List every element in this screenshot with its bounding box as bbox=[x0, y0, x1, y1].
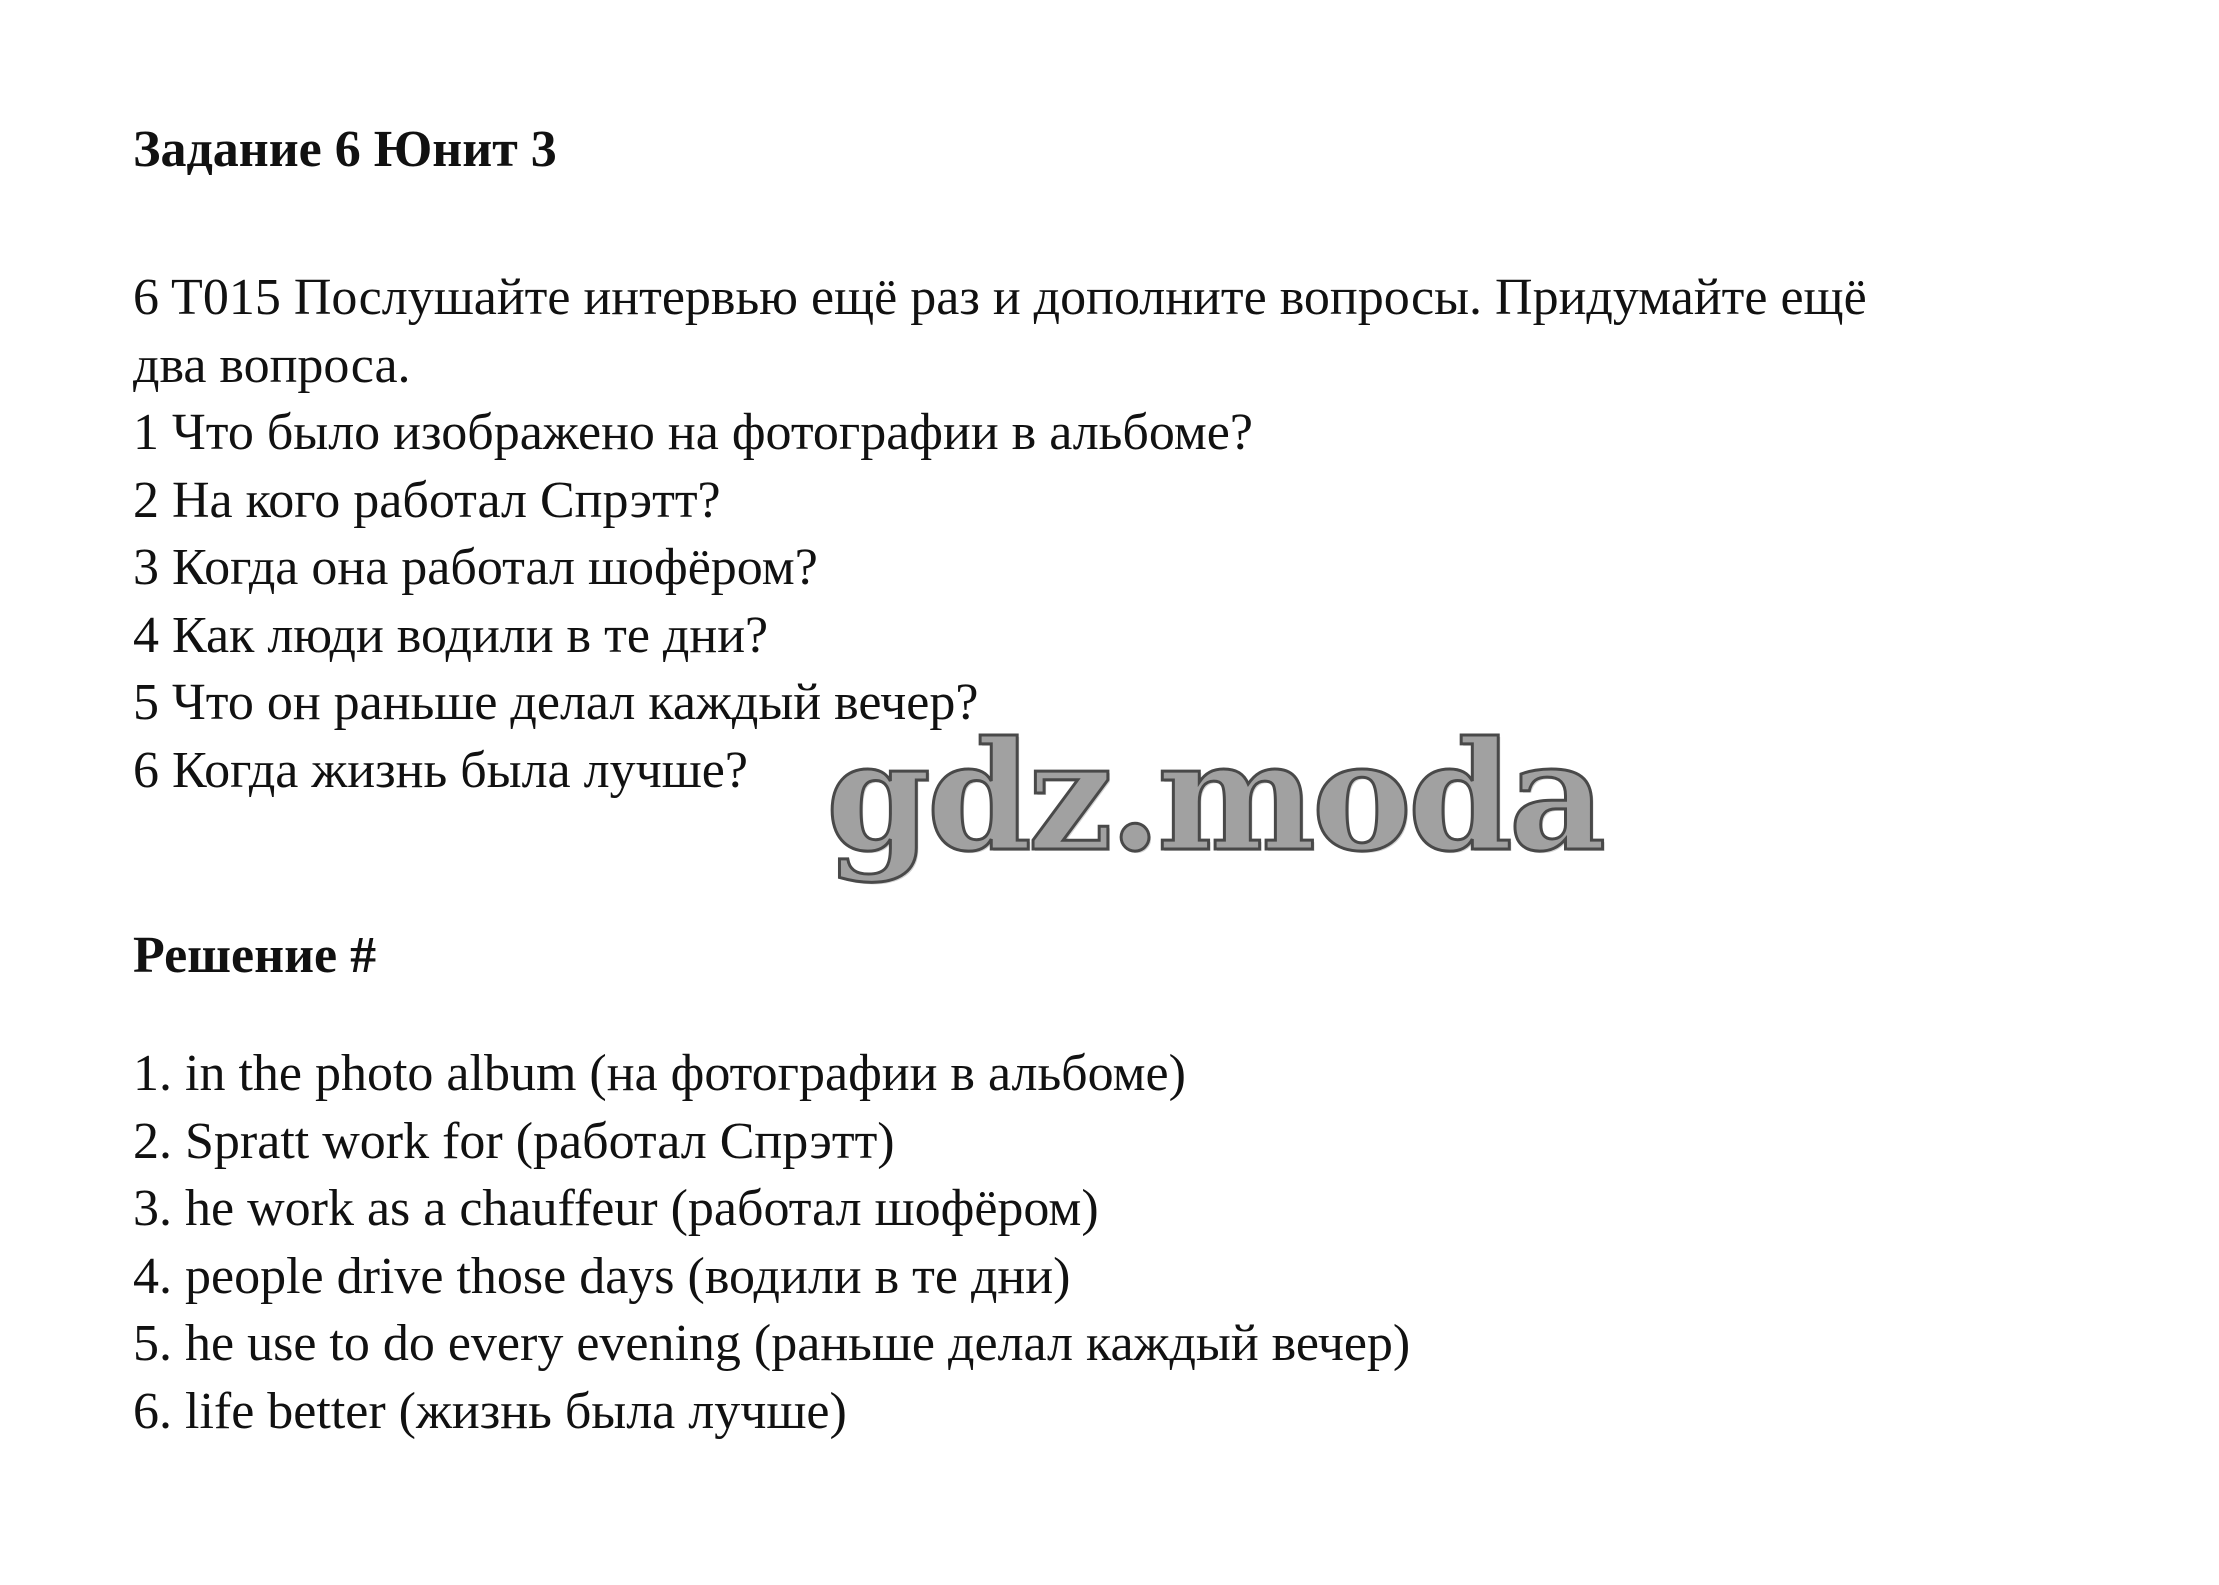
page-title: Задание 6 Юнит 3 bbox=[133, 121, 557, 178]
solution-title: Решение # bbox=[133, 927, 377, 984]
task-instruction-line-2: два вопроса. bbox=[133, 336, 411, 394]
answers-block bbox=[133, 1040, 2133, 1445]
question-6: 6 Когда жизнь была лучше? bbox=[133, 741, 748, 799]
answer-2: 2. Spratt work for (работал Спрэтт) bbox=[133, 1112, 895, 1170]
question-5: 5 Что он раньше делал каждый вечер? bbox=[133, 674, 979, 731]
answer-1: 1. in the photo album (на фотографии в альбоме) bbox=[133, 1045, 1186, 1102]
answer-5: 5. he use to do every evening (раньше делал каждый вечер) bbox=[133, 1315, 1411, 1372]
question-1: 1 Что было изображено на фотографии в альбоме? bbox=[133, 404, 1253, 461]
answer-3: 3. he work as a chauffeur (работал шофёром) bbox=[133, 1180, 1099, 1237]
watermark-logo: gdz.moda bbox=[826, 709, 1603, 885]
answer-6: 6. life better (жизнь была лучше) bbox=[133, 1382, 847, 1440]
question-2: 2 На кого работал Спрэтт? bbox=[133, 471, 721, 529]
question-3: 3 Когда она работал шофёром? bbox=[133, 539, 818, 596]
question-4: 4 Как люди водили в те дни? bbox=[133, 606, 769, 664]
task-instruction-line-1: 6 T015 Послушайте интервью ещё раз и дополните вопросы. Придумайте ещё bbox=[133, 269, 1867, 326]
answer-4: 4. people drive those days (водили в те дни) bbox=[133, 1247, 1071, 1305]
